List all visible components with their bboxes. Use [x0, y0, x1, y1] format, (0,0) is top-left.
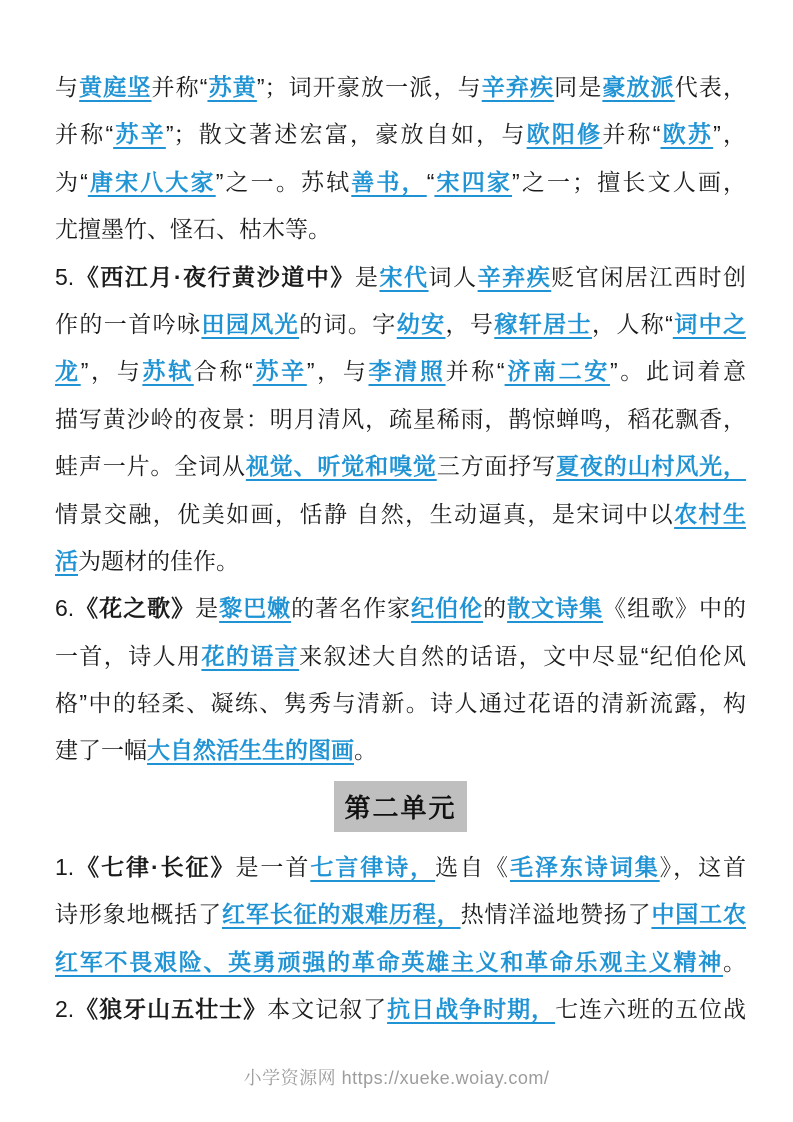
text-line — [55, 443, 746, 490]
text-segment: ，号 — [445, 310, 495, 337]
text-segment: 代表， — [674, 74, 746, 100]
title-text: 《狼牙山五壮士》 — [74, 996, 268, 1023]
text-segment: 合称“ — [193, 358, 253, 385]
section-header: 第二单元 — [334, 781, 466, 832]
text-segment: ”；散文著述宏富，豪放自如，与 — [165, 121, 527, 148]
highlight-term: 宋代 — [379, 263, 429, 290]
text-segment: ”之一；擅长文人画， — [512, 168, 746, 195]
text-line — [55, 254, 746, 301]
text-segment: 。 — [723, 948, 746, 975]
text-segment: 是 — [195, 595, 220, 622]
text-segment: 6. — [55, 595, 75, 622]
text-segment: ”，与 — [306, 358, 369, 385]
highlight-term: 词中之 — [672, 310, 746, 337]
text-segment: 情景交融，优美如画，恬静 自然，生动逼真，是宋词中以 — [55, 500, 675, 527]
text-segment: 一首，诗人用 — [55, 642, 202, 669]
paragraph — [55, 585, 746, 775]
text-line — [55, 727, 746, 774]
text-segment: 为题材的佳作。 — [78, 547, 239, 574]
highlight-term: 田园风光 — [201, 310, 300, 337]
text-segment: 建了一幅 — [55, 737, 147, 764]
highlight-term: 纪伯伦 — [411, 595, 484, 622]
highlight-term: 黎巴嫩 — [219, 595, 292, 622]
section-header-row — [55, 781, 746, 832]
text-segment: ”， — [713, 121, 746, 148]
text-segment: 并称“ — [151, 74, 208, 100]
text-segment: 2. — [55, 996, 75, 1023]
highlight-term: 大自然活生生的图画 — [147, 737, 354, 764]
highlight-term: 农村生 — [674, 500, 746, 527]
text-segment: 《组歌》中的 — [603, 595, 746, 622]
text-segment: 格”中的轻柔、凝练、隽秀与清新。诗人通过花语的清新流露，构 — [55, 690, 746, 717]
highlight-term: 豪放派 — [602, 74, 675, 100]
text-line — [55, 680, 746, 727]
text-segment: 词人 — [428, 263, 478, 290]
text-segment: 的 — [483, 595, 508, 622]
highlight-term: 辛弃疾 — [477, 263, 552, 290]
text-segment: “ — [426, 168, 435, 195]
paragraph — [55, 986, 746, 1033]
highlight-term: 李清照 — [368, 358, 446, 385]
text-line — [55, 491, 746, 538]
highlight-term: 花的语言 — [201, 642, 300, 669]
highlight-term: 黄庭坚 — [79, 74, 152, 100]
highlight-term: 红军不畏艰险、英勇顽强的革命英雄主义和革命乐观主义精神 — [55, 948, 723, 975]
highlight-term: 幼安 — [396, 310, 446, 337]
title-text: 《西江月·夜行黄沙道中》 — [74, 263, 355, 290]
document-body — [55, 64, 746, 1033]
text-segment: 并称“ — [55, 121, 114, 148]
text-segment: 并称“ — [602, 121, 661, 148]
highlight-term: 苏轼 — [142, 358, 194, 385]
paragraph — [55, 64, 746, 254]
text-segment: 并称“ — [445, 358, 505, 385]
text-line — [55, 891, 746, 938]
highlight-term: 稼轩居士 — [494, 310, 592, 337]
highlight-term: 七言律诗， — [310, 853, 436, 880]
text-segment: 同是 — [554, 74, 603, 100]
text-line — [55, 206, 746, 253]
text-segment: 1. — [55, 853, 75, 880]
text-segment: 选自《 — [435, 853, 510, 880]
text-segment: 本文记叙了 — [267, 996, 388, 1023]
text-line — [55, 986, 746, 1033]
text-line — [55, 301, 746, 348]
highlight-term: 苏辛 — [113, 121, 166, 148]
highlight-term: 善书， — [351, 168, 427, 195]
highlight-term: 欧苏 — [660, 121, 714, 148]
highlight-term: 龙 — [55, 358, 81, 385]
text-segment: 与 — [55, 74, 80, 100]
highlight-term: 红军长征的艰难历程， — [222, 901, 461, 928]
text-segment: 诗形象地概括了 — [55, 901, 222, 928]
page-footer: 小学资源网 https://xueke.woiay.com/ — [243, 1068, 550, 1088]
text-segment: 是 — [354, 263, 380, 290]
highlight-term: 宋四家 — [434, 168, 513, 195]
text-line — [55, 111, 746, 158]
text-line — [55, 64, 746, 111]
text-segment: ，人称“ — [591, 310, 673, 337]
text-line — [55, 396, 746, 443]
text-segment: 七连六班的五位战 — [555, 996, 746, 1023]
highlight-term: 辛弃疾 — [481, 74, 555, 100]
text-segment: 5. — [55, 263, 75, 290]
highlight-term: 济南二安 — [504, 358, 610, 385]
text-segment: 描写黄沙岭的夜景：明月清风，疏星稀雨，鹊惊蝉鸣，稻花飘香， — [55, 405, 746, 432]
text-segment: ”，与 — [80, 358, 143, 385]
text-segment: 的词。字 — [299, 310, 397, 337]
text-line — [55, 633, 746, 680]
text-segment: 。 — [354, 737, 377, 764]
text-segment: 来叙述大自然的话语，文中尽显“纪伯伦风 — [299, 642, 746, 669]
highlight-term: 唐宋八大家 — [87, 168, 216, 195]
text-segment: 尤擅墨竹、怪石、枯木等。 — [55, 216, 331, 243]
paragraph — [55, 254, 746, 586]
title-text: 《七律·长征》 — [74, 853, 236, 880]
highlight-term: 毛泽东诗词集 — [509, 853, 660, 880]
text-segment: 热情洋溢地赞扬了 — [460, 901, 652, 928]
text-segment: 为“ — [55, 168, 88, 195]
highlight-term: 活 — [55, 547, 78, 574]
highlight-term: 夏夜的山村风光， — [556, 453, 746, 480]
title-text: 《花之歌》 — [74, 595, 196, 622]
text-line — [55, 159, 746, 206]
text-segment: ”。此词着意 — [609, 358, 746, 385]
highlight-term: 抗日战争时期， — [387, 996, 556, 1023]
text-segment: 贬官闲居江西时创 — [551, 263, 746, 290]
text-segment: 的著名作家 — [291, 595, 412, 622]
highlight-term: 苏辛 — [252, 358, 307, 385]
highlight-term: 视觉、听觉和嗅觉 — [245, 453, 437, 480]
highlight-term: 欧阳修 — [526, 121, 603, 148]
text-line — [55, 844, 746, 891]
text-line — [55, 538, 746, 585]
highlight-term: 中国工农 — [651, 901, 746, 928]
text-segment: 三方面抒写 — [436, 453, 557, 480]
highlight-term: 散文诗集 — [507, 595, 604, 622]
paragraph — [55, 844, 746, 986]
text-line — [55, 585, 746, 632]
highlight-term: 苏黄 — [207, 74, 257, 100]
text-segment: 》，这首 — [659, 853, 746, 880]
text-segment: 作的一首吟咏 — [55, 310, 202, 337]
text-segment: ”；词开豪放一派，与 — [256, 74, 482, 100]
text-line — [55, 348, 746, 395]
text-segment: ”之一。苏轼 — [215, 168, 352, 195]
text-segment: 蛙声一片。全词从 — [55, 453, 246, 480]
text-line — [55, 939, 746, 986]
text-segment: 是一首 — [235, 853, 311, 880]
